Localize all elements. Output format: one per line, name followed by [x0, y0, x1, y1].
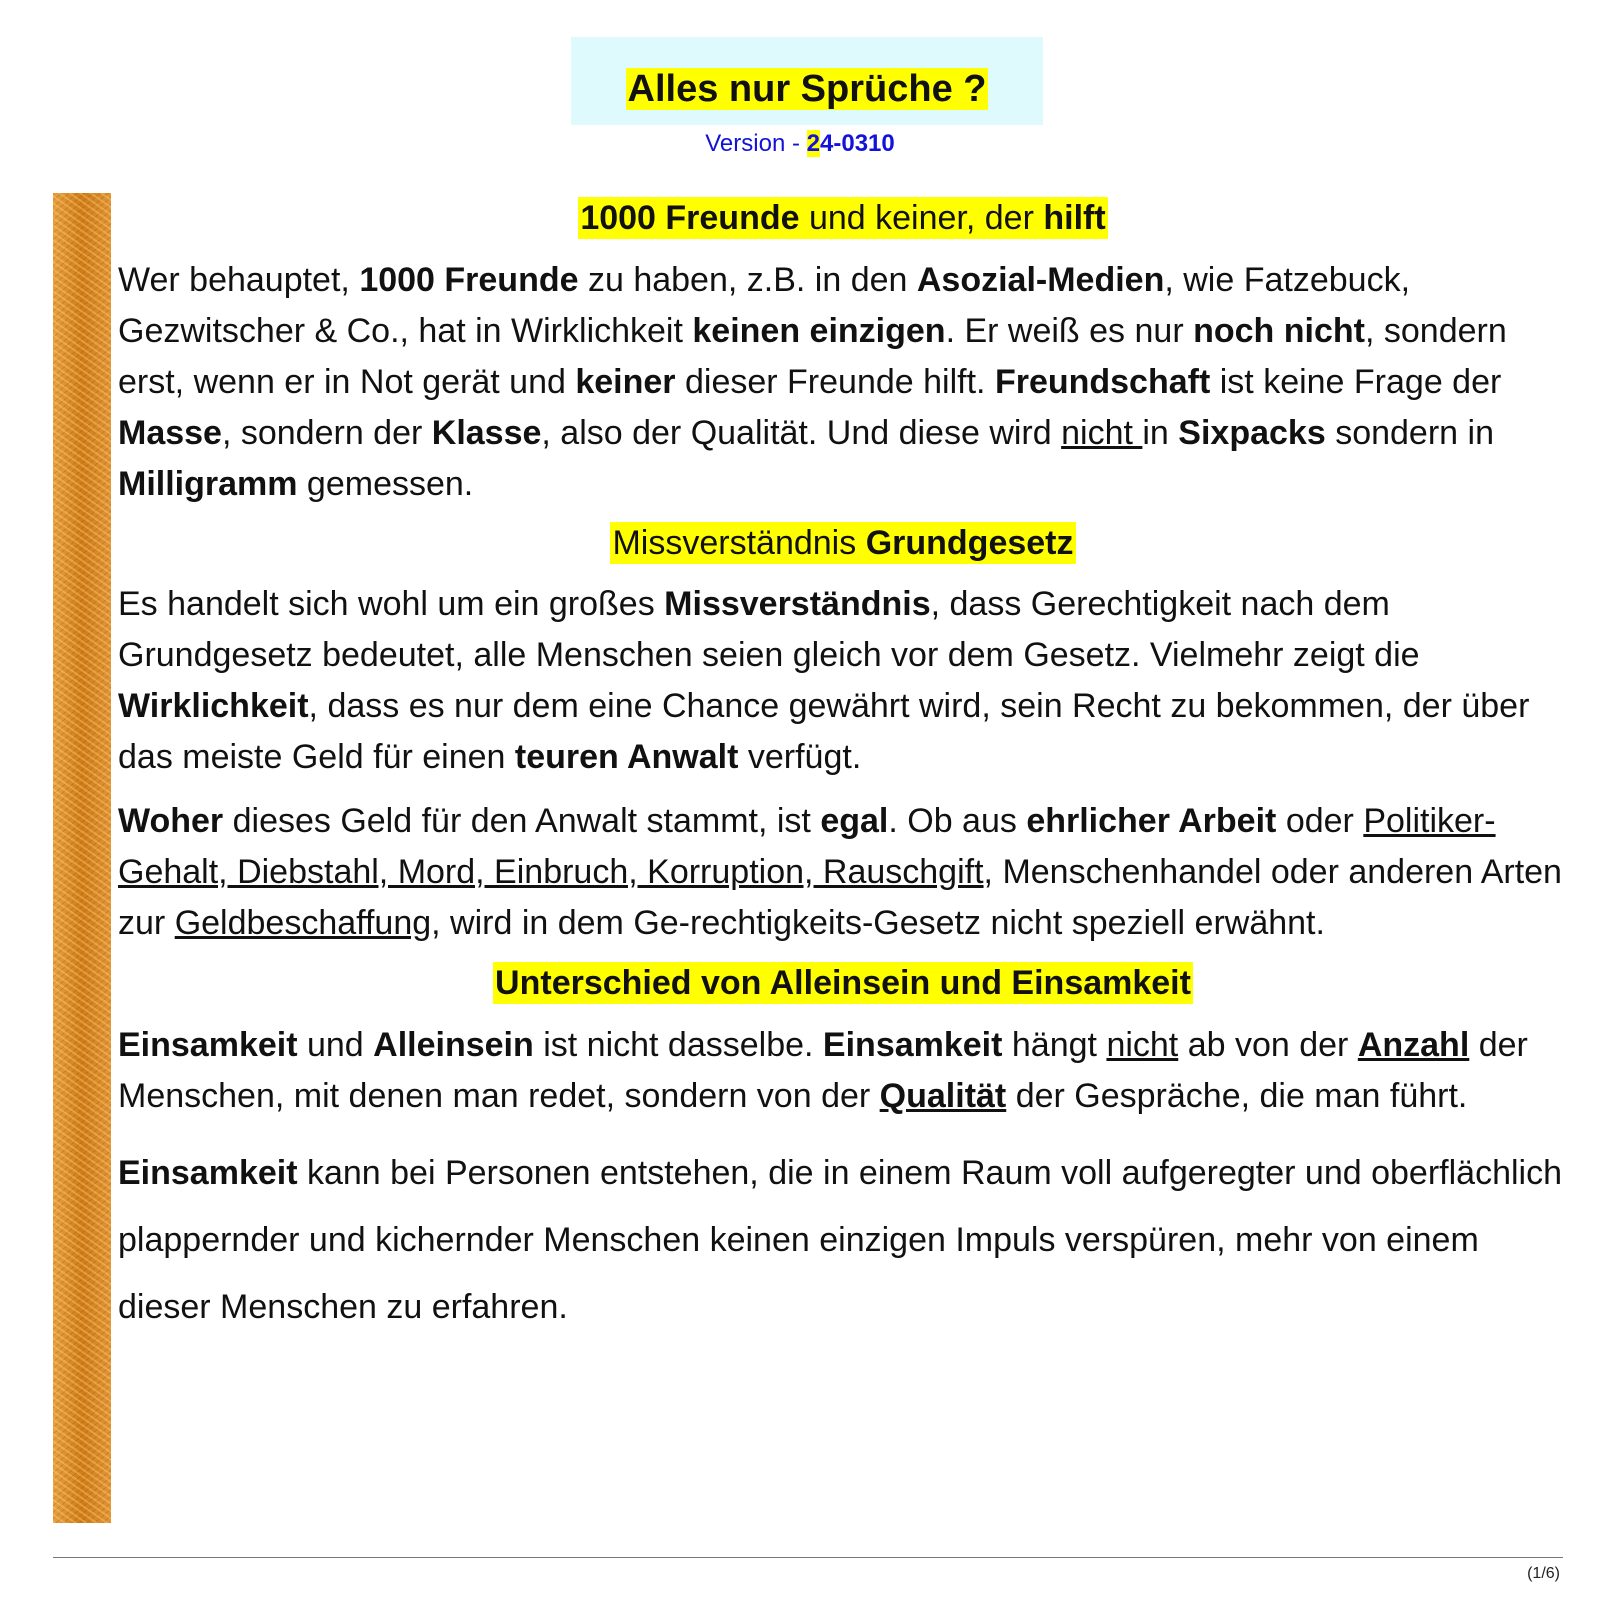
document-body [118, 193, 1568, 1341]
page-title: Alles nur Sprüche ? [627, 68, 987, 110]
paragraph-freunde: Wer behauptet, 1000 Freunde zu haben, z.B. in den Asozial-Medien, wie Fatzebuck, Gezwitscher & Co., hat in Wirklichkeit keinen einzigen. Er weiß es nur noch nicht, sondern erst, wenn er in Not gerät und keiner dieser Freunde hilft. Freundschaft ist keine Frage der Masse, sondern der Klasse, also der Qualität. Und diese wird nicht in Sixpacks sondern in Milligramm gemessen. [118, 261, 1507, 503]
footer-divider [53, 1557, 1563, 1558]
page-number: (1/6) [1527, 1565, 1560, 1582]
version-line: Version - 24-0310 [705, 130, 895, 157]
paragraph-einsamkeit-1: Einsamkeit und Alleinsein ist nicht dasselbe. Einsamkeit hängt nicht ab von der Anzahl der Menschen, mit denen man redet, sondern von der Qualität der Gespräche, die man führt. [118, 1026, 1528, 1115]
paragraph-grundgesetz-2: Woher dieses Geld für den Anwalt stammt, ist egal. Ob aus ehrlicher Arbeit oder Politiker-Gehalt, Diebstahl, Mord, Einbruch, Korruption, Rauschgift, Menschenhandel oder anderen Arten zur Geldbeschaffung, wird in dem Ge-rechtigkeits-Gesetz nicht speziell erwähnt. [118, 802, 1562, 942]
paragraph-grundgesetz-1: Es handelt sich wohl um ein großes Missverständnis, dass Gerechtigkeit nach dem Grundgesetz bedeutet, alle Menschen seien gleich vor dem Gesetz. Vielmehr zeigt die Wirklichkeit, dass es nur dem eine Chance gewährt wird, sein Recht zu bekommen, der über das meiste Geld für einen teuren Anwalt verfügt. [118, 585, 1530, 776]
paragraph-einsamkeit-2: Einsamkeit kann bei Personen entstehen, die in einem Raum voll aufgeregter und oberflächlich plappernder und kichernder Menschen keinen einzigen Impuls verspüren, mehr von einem dieser Menschen zu erfahren. [118, 1154, 1562, 1326]
heading-einsamkeit: Unterschied von Alleinsein und Einsamkeit [495, 964, 1191, 1002]
heading-freunde: 1000 Freunde und keiner, der hilft [580, 199, 1106, 237]
decorative-sidebar [53, 193, 111, 1523]
heading-grundgesetz: Missverständnis Grundgesetz [612, 524, 1074, 562]
title-box [571, 37, 1043, 125]
